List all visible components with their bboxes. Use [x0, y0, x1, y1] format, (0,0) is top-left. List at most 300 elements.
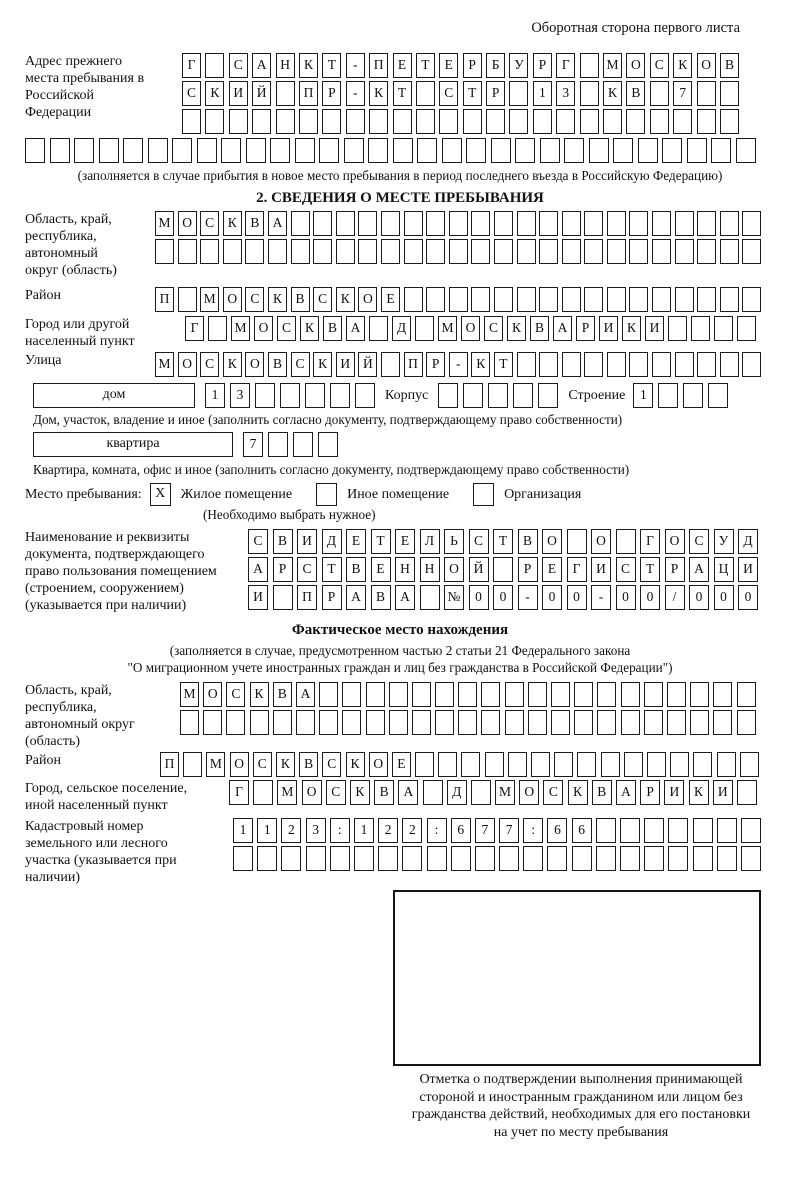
char-cell[interactable]	[449, 239, 468, 264]
char-cell[interactable]	[647, 752, 666, 777]
char-cell[interactable]	[596, 846, 616, 871]
char-cell[interactable]	[358, 239, 377, 264]
char-cell[interactable]	[381, 239, 400, 264]
char-cell[interactable]	[620, 846, 640, 871]
char-cell[interactable]	[517, 239, 536, 264]
char-cell[interactable]	[245, 239, 264, 264]
char-cell[interactable]: К	[369, 81, 388, 106]
char-cell[interactable]	[539, 352, 558, 377]
char-cell[interactable]	[229, 109, 248, 134]
char-cell[interactable]: И	[248, 585, 268, 610]
char-cell[interactable]	[330, 383, 350, 408]
char-cell[interactable]	[257, 846, 277, 871]
char-cell[interactable]: М	[180, 682, 199, 707]
char-cell[interactable]	[539, 239, 558, 264]
char-cell[interactable]	[673, 109, 692, 134]
char-cell[interactable]: 0	[493, 585, 513, 610]
char-cell[interactable]	[580, 53, 599, 78]
char-cell[interactable]	[226, 710, 245, 735]
char-cell[interactable]: 1	[257, 818, 277, 843]
char-cell[interactable]: О	[626, 53, 645, 78]
char-cell[interactable]	[620, 818, 640, 843]
char-cell[interactable]	[346, 109, 365, 134]
char-cell[interactable]: 6	[547, 818, 567, 843]
char-cell[interactable]: К	[250, 682, 269, 707]
char-cell[interactable]	[417, 138, 437, 163]
char-cell[interactable]: Р	[463, 53, 482, 78]
char-cell[interactable]: И	[229, 81, 248, 106]
char-cell[interactable]: 0	[714, 585, 734, 610]
char-cell[interactable]	[197, 138, 217, 163]
char-cell[interactable]: В	[592, 780, 612, 805]
char-cell[interactable]	[736, 138, 756, 163]
char-cell[interactable]	[318, 432, 338, 457]
char-cell[interactable]	[280, 383, 300, 408]
char-cell[interactable]: К	[276, 752, 295, 777]
char-cell[interactable]: Е	[346, 529, 366, 554]
char-cell[interactable]	[713, 710, 732, 735]
char-cell[interactable]: 1	[205, 383, 225, 408]
char-cell[interactable]: А	[346, 316, 365, 341]
char-cell[interactable]: Н	[395, 557, 415, 582]
char-cell[interactable]: Г	[567, 557, 587, 582]
char-cell[interactable]: 0	[689, 585, 709, 610]
char-cell[interactable]	[607, 352, 626, 377]
char-cell[interactable]	[313, 239, 332, 264]
char-cell[interactable]	[488, 383, 508, 408]
char-cell[interactable]: В	[720, 53, 739, 78]
char-cell[interactable]: К	[299, 53, 318, 78]
char-cell[interactable]: Т	[416, 53, 435, 78]
char-cell[interactable]	[629, 239, 648, 264]
char-cell[interactable]	[475, 846, 495, 871]
char-cell[interactable]: С	[248, 529, 268, 554]
char-cell[interactable]	[299, 109, 318, 134]
char-cell[interactable]	[415, 752, 434, 777]
char-cell[interactable]: К	[603, 81, 622, 106]
char-cell[interactable]	[720, 287, 739, 312]
char-cell[interactable]: Г	[556, 53, 575, 78]
char-cell[interactable]	[741, 846, 761, 871]
char-cell[interactable]	[693, 752, 712, 777]
char-cell[interactable]: К	[223, 211, 242, 236]
char-cell[interactable]: К	[622, 316, 641, 341]
char-cell[interactable]	[322, 109, 341, 134]
char-cell[interactable]	[471, 287, 490, 312]
char-cell[interactable]	[423, 780, 443, 805]
char-cell[interactable]	[451, 846, 471, 871]
char-cell[interactable]	[737, 780, 757, 805]
char-cell[interactable]	[572, 846, 592, 871]
char-cell[interactable]	[439, 109, 458, 134]
char-cell[interactable]	[517, 211, 536, 236]
char-cell[interactable]	[562, 211, 581, 236]
char-cell[interactable]: О	[178, 211, 197, 236]
char-cell[interactable]: А	[248, 557, 268, 582]
char-cell[interactable]	[205, 109, 224, 134]
char-cell[interactable]	[505, 710, 524, 735]
char-cell[interactable]: 7	[243, 432, 263, 457]
char-cell[interactable]	[531, 752, 550, 777]
char-cell[interactable]	[713, 682, 732, 707]
char-cell[interactable]	[389, 682, 408, 707]
char-cell[interactable]: В	[371, 585, 391, 610]
char-cell[interactable]: С	[229, 53, 248, 78]
char-cell[interactable]	[273, 585, 293, 610]
char-cell[interactable]: Д	[392, 316, 411, 341]
char-cell[interactable]: М	[206, 752, 225, 777]
char-cell[interactable]	[509, 81, 528, 106]
char-cell[interactable]	[720, 109, 739, 134]
char-cell[interactable]	[221, 138, 241, 163]
char-cell[interactable]: У	[509, 53, 528, 78]
char-cell[interactable]	[458, 710, 477, 735]
char-cell[interactable]	[306, 846, 326, 871]
char-cell[interactable]	[580, 109, 599, 134]
char-cell[interactable]	[494, 211, 513, 236]
char-cell[interactable]: Р	[665, 557, 685, 582]
char-cell[interactable]: 0	[640, 585, 660, 610]
char-cell[interactable]: П	[299, 81, 318, 106]
char-cell[interactable]	[720, 239, 739, 264]
char-cell[interactable]	[708, 383, 728, 408]
char-cell[interactable]: Р	[273, 557, 293, 582]
char-cell[interactable]: Н	[276, 53, 295, 78]
char-cell[interactable]: Ц	[714, 557, 734, 582]
char-cell[interactable]	[412, 682, 431, 707]
char-cell[interactable]: Т	[393, 81, 412, 106]
char-cell[interactable]	[389, 710, 408, 735]
char-cell[interactable]	[683, 383, 703, 408]
char-cell[interactable]	[629, 287, 648, 312]
char-cell[interactable]: О	[461, 316, 480, 341]
char-cell[interactable]	[270, 138, 290, 163]
char-cell[interactable]: С	[469, 529, 489, 554]
char-cell[interactable]: 0	[616, 585, 636, 610]
char-cell[interactable]: В	[273, 529, 293, 554]
char-cell[interactable]	[644, 846, 664, 871]
char-cell[interactable]: Ь	[444, 529, 464, 554]
char-cell[interactable]	[742, 239, 761, 264]
char-cell[interactable]: В	[268, 352, 287, 377]
char-cell[interactable]	[697, 352, 716, 377]
char-cell[interactable]: В	[530, 316, 549, 341]
char-cell[interactable]	[291, 211, 310, 236]
char-cell[interactable]: И	[336, 352, 355, 377]
char-cell[interactable]: А	[268, 211, 287, 236]
char-cell[interactable]	[737, 682, 756, 707]
char-cell[interactable]: 3	[230, 383, 250, 408]
char-cell[interactable]	[658, 383, 678, 408]
char-cell[interactable]	[652, 352, 671, 377]
char-cell[interactable]	[652, 287, 671, 312]
char-cell[interactable]: 1	[354, 818, 374, 843]
char-cell[interactable]: О	[254, 316, 273, 341]
char-cell[interactable]: С	[253, 752, 272, 777]
char-cell[interactable]: В	[518, 529, 538, 554]
char-cell[interactable]: Р	[486, 81, 505, 106]
char-cell[interactable]: В	[299, 752, 318, 777]
char-cell[interactable]: В	[346, 557, 366, 582]
char-cell[interactable]	[368, 138, 388, 163]
char-cell[interactable]	[463, 109, 482, 134]
char-cell[interactable]: Т	[640, 557, 660, 582]
char-cell[interactable]: Й	[358, 352, 377, 377]
char-cell[interactable]: М	[200, 287, 219, 312]
char-cell[interactable]	[697, 211, 716, 236]
char-cell[interactable]	[650, 109, 669, 134]
char-cell[interactable]	[491, 138, 511, 163]
char-cell[interactable]	[697, 109, 716, 134]
char-cell[interactable]	[276, 109, 295, 134]
char-cell[interactable]: Е	[381, 287, 400, 312]
checkbox-zhiloe[interactable]: X	[150, 483, 171, 506]
char-cell[interactable]: М	[277, 780, 297, 805]
char-cell[interactable]	[584, 352, 603, 377]
char-cell[interactable]: С	[226, 682, 245, 707]
char-cell[interactable]: Б	[486, 53, 505, 78]
char-cell[interactable]	[740, 752, 759, 777]
char-cell[interactable]	[714, 316, 733, 341]
char-cell[interactable]: Д	[738, 529, 758, 554]
char-cell[interactable]	[252, 109, 271, 134]
char-cell[interactable]: 7	[499, 818, 519, 843]
char-cell[interactable]	[404, 239, 423, 264]
char-cell[interactable]	[50, 138, 70, 163]
char-cell[interactable]	[393, 138, 413, 163]
char-cell[interactable]	[74, 138, 94, 163]
char-cell[interactable]: 0	[469, 585, 489, 610]
char-cell[interactable]	[412, 710, 431, 735]
char-cell[interactable]: О	[665, 529, 685, 554]
char-cell[interactable]: Е	[542, 557, 562, 582]
char-cell[interactable]: А	[395, 585, 415, 610]
char-cell[interactable]	[538, 383, 558, 408]
char-cell[interactable]	[717, 752, 736, 777]
char-cell[interactable]: Т	[493, 529, 513, 554]
char-cell[interactable]: К	[568, 780, 588, 805]
char-cell[interactable]	[741, 818, 761, 843]
char-cell[interactable]	[597, 710, 616, 735]
char-cell[interactable]	[607, 211, 626, 236]
char-cell[interactable]	[155, 239, 174, 264]
char-cell[interactable]: Р	[518, 557, 538, 582]
char-cell[interactable]: С	[297, 557, 317, 582]
char-cell[interactable]	[416, 81, 435, 106]
char-cell[interactable]: С	[616, 557, 636, 582]
char-cell[interactable]	[717, 818, 737, 843]
char-cell[interactable]	[178, 239, 197, 264]
char-cell[interactable]: 0	[567, 585, 587, 610]
char-cell[interactable]: -	[346, 53, 365, 78]
char-cell[interactable]: В	[374, 780, 394, 805]
char-cell[interactable]	[675, 239, 694, 264]
char-cell[interactable]	[253, 780, 273, 805]
char-cell[interactable]	[613, 138, 633, 163]
char-cell[interactable]	[366, 710, 385, 735]
char-cell[interactable]	[499, 846, 519, 871]
char-cell[interactable]	[246, 138, 266, 163]
char-cell[interactable]: И	[599, 316, 618, 341]
char-cell[interactable]: О	[203, 682, 222, 707]
char-cell[interactable]	[693, 818, 713, 843]
char-cell[interactable]: -	[518, 585, 538, 610]
char-cell[interactable]	[505, 682, 524, 707]
char-cell[interactable]	[584, 287, 603, 312]
char-cell[interactable]: В	[291, 287, 310, 312]
char-cell[interactable]: В	[245, 211, 264, 236]
char-cell[interactable]	[25, 138, 45, 163]
char-cell[interactable]: 0	[738, 585, 758, 610]
char-cell[interactable]: /	[665, 585, 685, 610]
char-cell[interactable]: И	[738, 557, 758, 582]
char-cell[interactable]: А	[553, 316, 572, 341]
char-cell[interactable]: Е	[393, 53, 412, 78]
char-cell[interactable]	[697, 287, 716, 312]
char-cell[interactable]	[528, 682, 547, 707]
char-cell[interactable]	[404, 211, 423, 236]
char-cell[interactable]	[667, 710, 686, 735]
char-cell[interactable]: Т	[322, 53, 341, 78]
char-cell[interactable]: К	[689, 780, 709, 805]
char-cell[interactable]: Е	[392, 752, 411, 777]
char-cell[interactable]: П	[369, 53, 388, 78]
char-cell[interactable]	[416, 109, 435, 134]
char-cell[interactable]	[621, 710, 640, 735]
char-cell[interactable]	[438, 752, 457, 777]
char-cell[interactable]: М	[231, 316, 250, 341]
char-cell[interactable]	[528, 710, 547, 735]
char-cell[interactable]: С	[200, 211, 219, 236]
char-cell[interactable]: -	[591, 585, 611, 610]
char-cell[interactable]	[295, 138, 315, 163]
char-cell[interactable]: А	[398, 780, 418, 805]
char-cell[interactable]: С	[650, 53, 669, 78]
char-cell[interactable]	[148, 138, 168, 163]
char-cell[interactable]: Р	[576, 316, 595, 341]
char-cell[interactable]: 1	[633, 383, 653, 408]
char-cell[interactable]	[737, 710, 756, 735]
char-cell[interactable]	[670, 752, 689, 777]
char-cell[interactable]	[319, 710, 338, 735]
char-cell[interactable]	[513, 383, 533, 408]
char-cell[interactable]: 7	[673, 81, 692, 106]
char-cell[interactable]: Т	[494, 352, 513, 377]
char-cell[interactable]	[562, 239, 581, 264]
char-cell[interactable]: П	[155, 287, 174, 312]
char-cell[interactable]	[517, 352, 536, 377]
checkbox-inoe[interactable]	[316, 483, 337, 506]
char-cell[interactable]	[644, 710, 663, 735]
char-cell[interactable]: А	[296, 682, 315, 707]
char-cell[interactable]: Т	[371, 529, 391, 554]
char-cell[interactable]: Е	[395, 529, 415, 554]
char-cell[interactable]: 3	[306, 818, 326, 843]
char-cell[interactable]	[597, 682, 616, 707]
char-cell[interactable]: Й	[252, 81, 271, 106]
char-cell[interactable]	[281, 846, 301, 871]
char-cell[interactable]	[494, 239, 513, 264]
char-cell[interactable]: -	[346, 81, 365, 106]
char-cell[interactable]	[687, 138, 707, 163]
char-cell[interactable]	[471, 211, 490, 236]
char-cell[interactable]	[438, 383, 458, 408]
char-cell[interactable]	[486, 109, 505, 134]
char-cell[interactable]	[393, 109, 412, 134]
char-cell[interactable]	[644, 682, 663, 707]
char-cell[interactable]: К	[507, 316, 526, 341]
char-cell[interactable]: Г	[640, 529, 660, 554]
char-cell[interactable]	[711, 138, 731, 163]
char-cell[interactable]: Р	[322, 81, 341, 106]
char-cell[interactable]	[319, 138, 339, 163]
char-cell[interactable]	[426, 287, 445, 312]
char-cell[interactable]: Д	[322, 529, 342, 554]
char-cell[interactable]	[742, 287, 761, 312]
char-cell[interactable]	[378, 846, 398, 871]
char-cell[interactable]: В	[323, 316, 342, 341]
char-cell[interactable]: 0	[542, 585, 562, 610]
char-cell[interactable]	[426, 239, 445, 264]
char-cell[interactable]: С	[484, 316, 503, 341]
char-cell[interactable]	[99, 138, 119, 163]
char-cell[interactable]: К	[673, 53, 692, 78]
char-cell[interactable]: О	[591, 529, 611, 554]
char-cell[interactable]	[717, 846, 737, 871]
char-cell[interactable]: О	[358, 287, 377, 312]
char-cell[interactable]: Н	[420, 557, 440, 582]
char-cell[interactable]	[355, 383, 375, 408]
char-cell[interactable]	[449, 287, 468, 312]
char-cell[interactable]	[208, 316, 227, 341]
char-cell[interactable]: М	[495, 780, 515, 805]
char-cell[interactable]	[305, 383, 325, 408]
char-cell[interactable]	[607, 287, 626, 312]
char-cell[interactable]: С	[689, 529, 709, 554]
char-cell[interactable]	[233, 846, 253, 871]
char-cell[interactable]: В	[626, 81, 645, 106]
char-cell[interactable]	[471, 239, 490, 264]
char-cell[interactable]: К	[346, 752, 365, 777]
char-cell[interactable]: С	[245, 287, 264, 312]
char-cell[interactable]: К	[471, 352, 490, 377]
char-cell[interactable]: К	[313, 352, 332, 377]
char-cell[interactable]: 3	[556, 81, 575, 106]
char-cell[interactable]	[381, 211, 400, 236]
char-cell[interactable]: Е	[371, 557, 391, 582]
char-cell[interactable]	[223, 239, 242, 264]
char-cell[interactable]	[319, 682, 338, 707]
char-cell[interactable]	[461, 752, 480, 777]
char-cell[interactable]: Т	[463, 81, 482, 106]
char-cell[interactable]: 1	[533, 81, 552, 106]
char-cell[interactable]: И	[297, 529, 317, 554]
char-cell[interactable]: П	[404, 352, 423, 377]
char-cell[interactable]: О	[542, 529, 562, 554]
char-cell[interactable]	[427, 846, 447, 871]
char-cell[interactable]: 2	[402, 818, 422, 843]
char-cell[interactable]: О	[223, 287, 242, 312]
char-cell[interactable]	[515, 138, 535, 163]
char-cell[interactable]	[358, 211, 377, 236]
char-cell[interactable]	[564, 138, 584, 163]
char-cell[interactable]	[540, 138, 560, 163]
char-cell[interactable]	[574, 682, 593, 707]
char-cell[interactable]	[508, 752, 527, 777]
char-cell[interactable]: М	[603, 53, 622, 78]
char-cell[interactable]	[183, 752, 202, 777]
char-cell[interactable]	[205, 53, 224, 78]
